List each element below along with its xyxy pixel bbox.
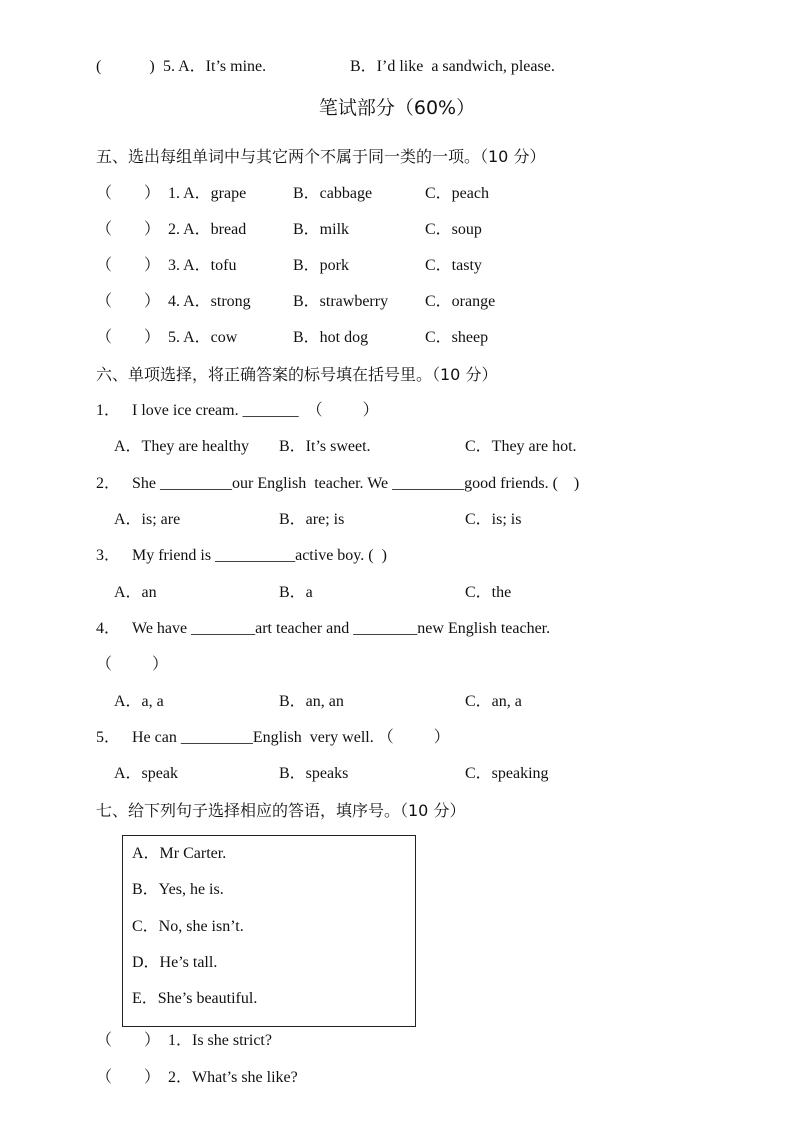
s6-q1-num: 1． — [96, 402, 121, 419]
s6-q2-text: She _________our English teacher. We _________good friends. ( ) — [132, 475, 580, 492]
s6-q4-num: 4． — [96, 620, 121, 637]
s5-item4-c: C．orange — [425, 293, 496, 310]
section5-heading: 五、选出每组单词中与其它两个不属于同一类的一项。（10 分） — [96, 147, 546, 166]
s5-item3-c: C．tasty — [425, 257, 482, 274]
s6-q5-b: B．speaks — [279, 765, 349, 782]
section6-heading: 六、单项选择，将正确答案的标号填在括号里。（10 分） — [96, 365, 498, 384]
s6-q2-a: A．is; are — [114, 511, 181, 528]
s5-item4-b: B．strawberry — [293, 293, 389, 310]
s5-item1-a: 1. A．grape — [168, 185, 247, 202]
s6-q1-c: C．They are hot. — [465, 438, 577, 455]
answer-options-box — [122, 835, 416, 1027]
s5-item1-c: C．peach — [425, 185, 489, 202]
s6-q4-a: A．a, a — [114, 693, 164, 710]
s5-item5-paren: （ ） — [96, 329, 161, 346]
s5-item5-a: 5. A．cow — [168, 329, 238, 346]
s5-item1-b: B．cabbage — [293, 185, 373, 202]
answer-option-e: E．She’s beautiful. — [132, 990, 258, 1007]
s6-q2-c: C．is; is — [465, 511, 522, 528]
s7-item2-text: 2．What’s she like? — [168, 1069, 298, 1086]
s7-item2-paren: （ ） — [96, 1069, 161, 1086]
s5-item3-b: B．pork — [293, 257, 350, 274]
s5-item2-paren: （ ） — [96, 221, 161, 238]
answer-option-c: C．No, she isn’t. — [132, 918, 244, 935]
section7-heading: 七、给下列句子选择相应的答语，填序号。（10 分） — [96, 801, 466, 820]
s5-item3-a: 3. A．tofu — [168, 257, 237, 274]
s6-q4-c: C．an, a — [465, 693, 522, 710]
s6-q4-paren: （ ） — [96, 656, 169, 673]
s6-q4-b: B．an, an — [279, 693, 344, 710]
s6-q3-text: My friend is __________active boy. ( ) — [132, 547, 387, 564]
top-item-option-b: B．I’d like a sandwich, please. — [350, 58, 555, 75]
answer-option-b: B．Yes, he is. — [132, 881, 224, 898]
page-title: 笔试部分（60%） — [318, 97, 476, 119]
s5-item5-c: C．sheep — [425, 329, 489, 346]
s5-item2-a: 2. A．bread — [168, 221, 247, 238]
s6-q3-b: B．a — [279, 584, 313, 601]
s6-q5-text: He can _________English very well. （ ） — [132, 729, 450, 746]
s6-q5-c: C．speaking — [465, 765, 549, 782]
s6-q2-num: 2． — [96, 475, 121, 492]
s5-item4-a: 4. A．strong — [168, 293, 251, 310]
s6-q5-a: A．speak — [114, 765, 178, 782]
s6-q3-a: A．an — [114, 584, 157, 601]
s6-q1-text: I love ice cream. _______ （ ） — [132, 402, 379, 419]
s6-q3-c: C．the — [465, 584, 512, 601]
s6-q1-a: A．They are healthy — [114, 438, 250, 455]
s5-item5-b: B．hot dog — [293, 329, 369, 346]
s6-q2-b: B．are; is — [279, 511, 345, 528]
s5-item4-paren: （ ） — [96, 293, 161, 310]
s6-q4-text: We have ________art teacher and ________new English teacher. — [132, 620, 551, 637]
s7-item1-text: 1．Is she strict? — [168, 1032, 272, 1049]
s5-item2-b: B．milk — [293, 221, 350, 238]
s5-item2-c: C．soup — [425, 221, 482, 238]
top-item-paren: ( ) — [96, 58, 155, 75]
top-item-option-a: 5. A．It’s mine. — [163, 58, 267, 75]
s6-q5-num: 5． — [96, 729, 121, 746]
s5-item3-paren: （ ） — [96, 257, 161, 274]
s6-q1-b: B．It’s sweet. — [279, 438, 371, 455]
s6-q3-num: 3． — [96, 547, 121, 564]
answer-option-a: A．Mr Carter. — [132, 845, 227, 862]
s5-item1-paren: （ ） — [96, 185, 161, 202]
answer-option-d: D．He’s tall. — [132, 954, 218, 971]
s7-item1-paren: （ ） — [96, 1032, 161, 1049]
